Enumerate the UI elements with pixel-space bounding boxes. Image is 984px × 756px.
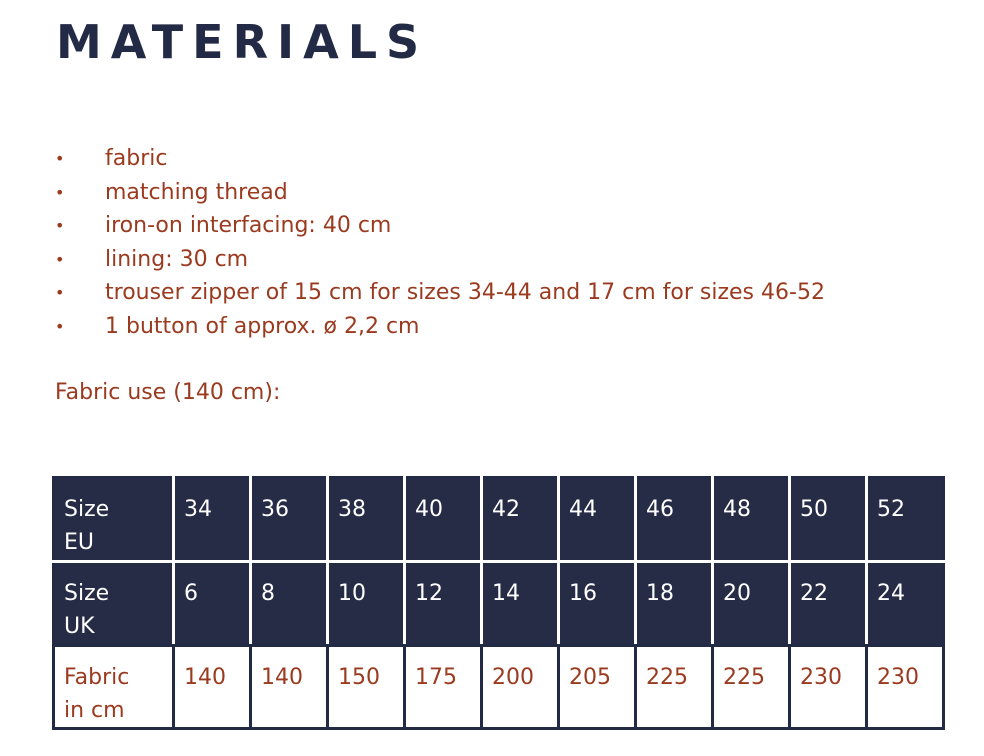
table-cell: 225 [713,646,790,729]
table-cell: 230 [790,646,867,729]
row-header-fabric-cm [54,646,174,729]
material-zipper: trouser zipper of 15 cm for sizes 34-44 and 17 cm for sizes 46-52 [105,280,825,305]
bullet-icon: • [55,249,65,269]
row-header-size-eu [54,478,174,562]
row-header-line1: Size [64,497,110,522]
bullet-icon: • [55,149,65,168]
table-cell: 36 [251,478,328,562]
table-cell: 225 [636,646,713,729]
table-cell: 50 [790,478,867,562]
table-cell: 20 [713,562,790,646]
table-cell: 140 [251,646,328,729]
material-lining: lining: 30 cm [105,246,249,272]
table-cell: 16 [559,562,636,646]
bullet-icon: • [55,216,65,235]
material-thread: matching thread [105,179,288,205]
table-cell: 10 [328,562,405,646]
bullet-icon: • [55,316,65,336]
bullet-icon: • [55,182,65,202]
table-cell: 14 [482,562,559,646]
table-cell: 230 [867,646,944,729]
table-cell: 22 [790,562,867,646]
table-cell: 205 [559,646,636,729]
table-cell: 34 [174,478,251,562]
table-cell: 6 [174,562,251,646]
table-cell: 52 [867,478,944,562]
row-header-line2: EU [64,530,95,555]
row-header-line1: Fabric [64,665,130,690]
fabric-use-label: Fabric use (140 cm): [55,380,281,405]
page-title: MATERIALS [56,15,429,69]
row-header-line2: in cm [64,698,125,723]
size-table [52,476,945,730]
row-header-line2: UK [64,614,95,639]
row-header-size-uk [54,562,174,646]
material-button: 1 button of approx. ø 2,2 cm [105,313,420,339]
bullet-icon: • [55,283,65,302]
table-cell: 18 [636,562,713,646]
table-cell: 46 [636,478,713,562]
table-cell: 38 [328,478,405,562]
material-interfacing: iron-on interfacing: 40 cm [105,213,392,238]
table-cell: 150 [328,646,405,729]
row-header-line1: Size [64,581,110,606]
table-cell: 40 [405,478,482,562]
table-cell: 8 [251,562,328,646]
table-row-size-uk [54,562,944,646]
table-cell: 42 [482,478,559,562]
table-cell: 12 [405,562,482,646]
table-cell: 200 [482,646,559,729]
table-cell: 44 [559,478,636,562]
table-row-size-eu [54,478,944,562]
table-cell: 48 [713,478,790,562]
material-fabric: fabric [105,146,168,171]
table-cell: 140 [174,646,251,729]
table-cell: 24 [867,562,944,646]
table-cell: 175 [405,646,482,729]
table-row-fabric-cm [54,646,944,729]
